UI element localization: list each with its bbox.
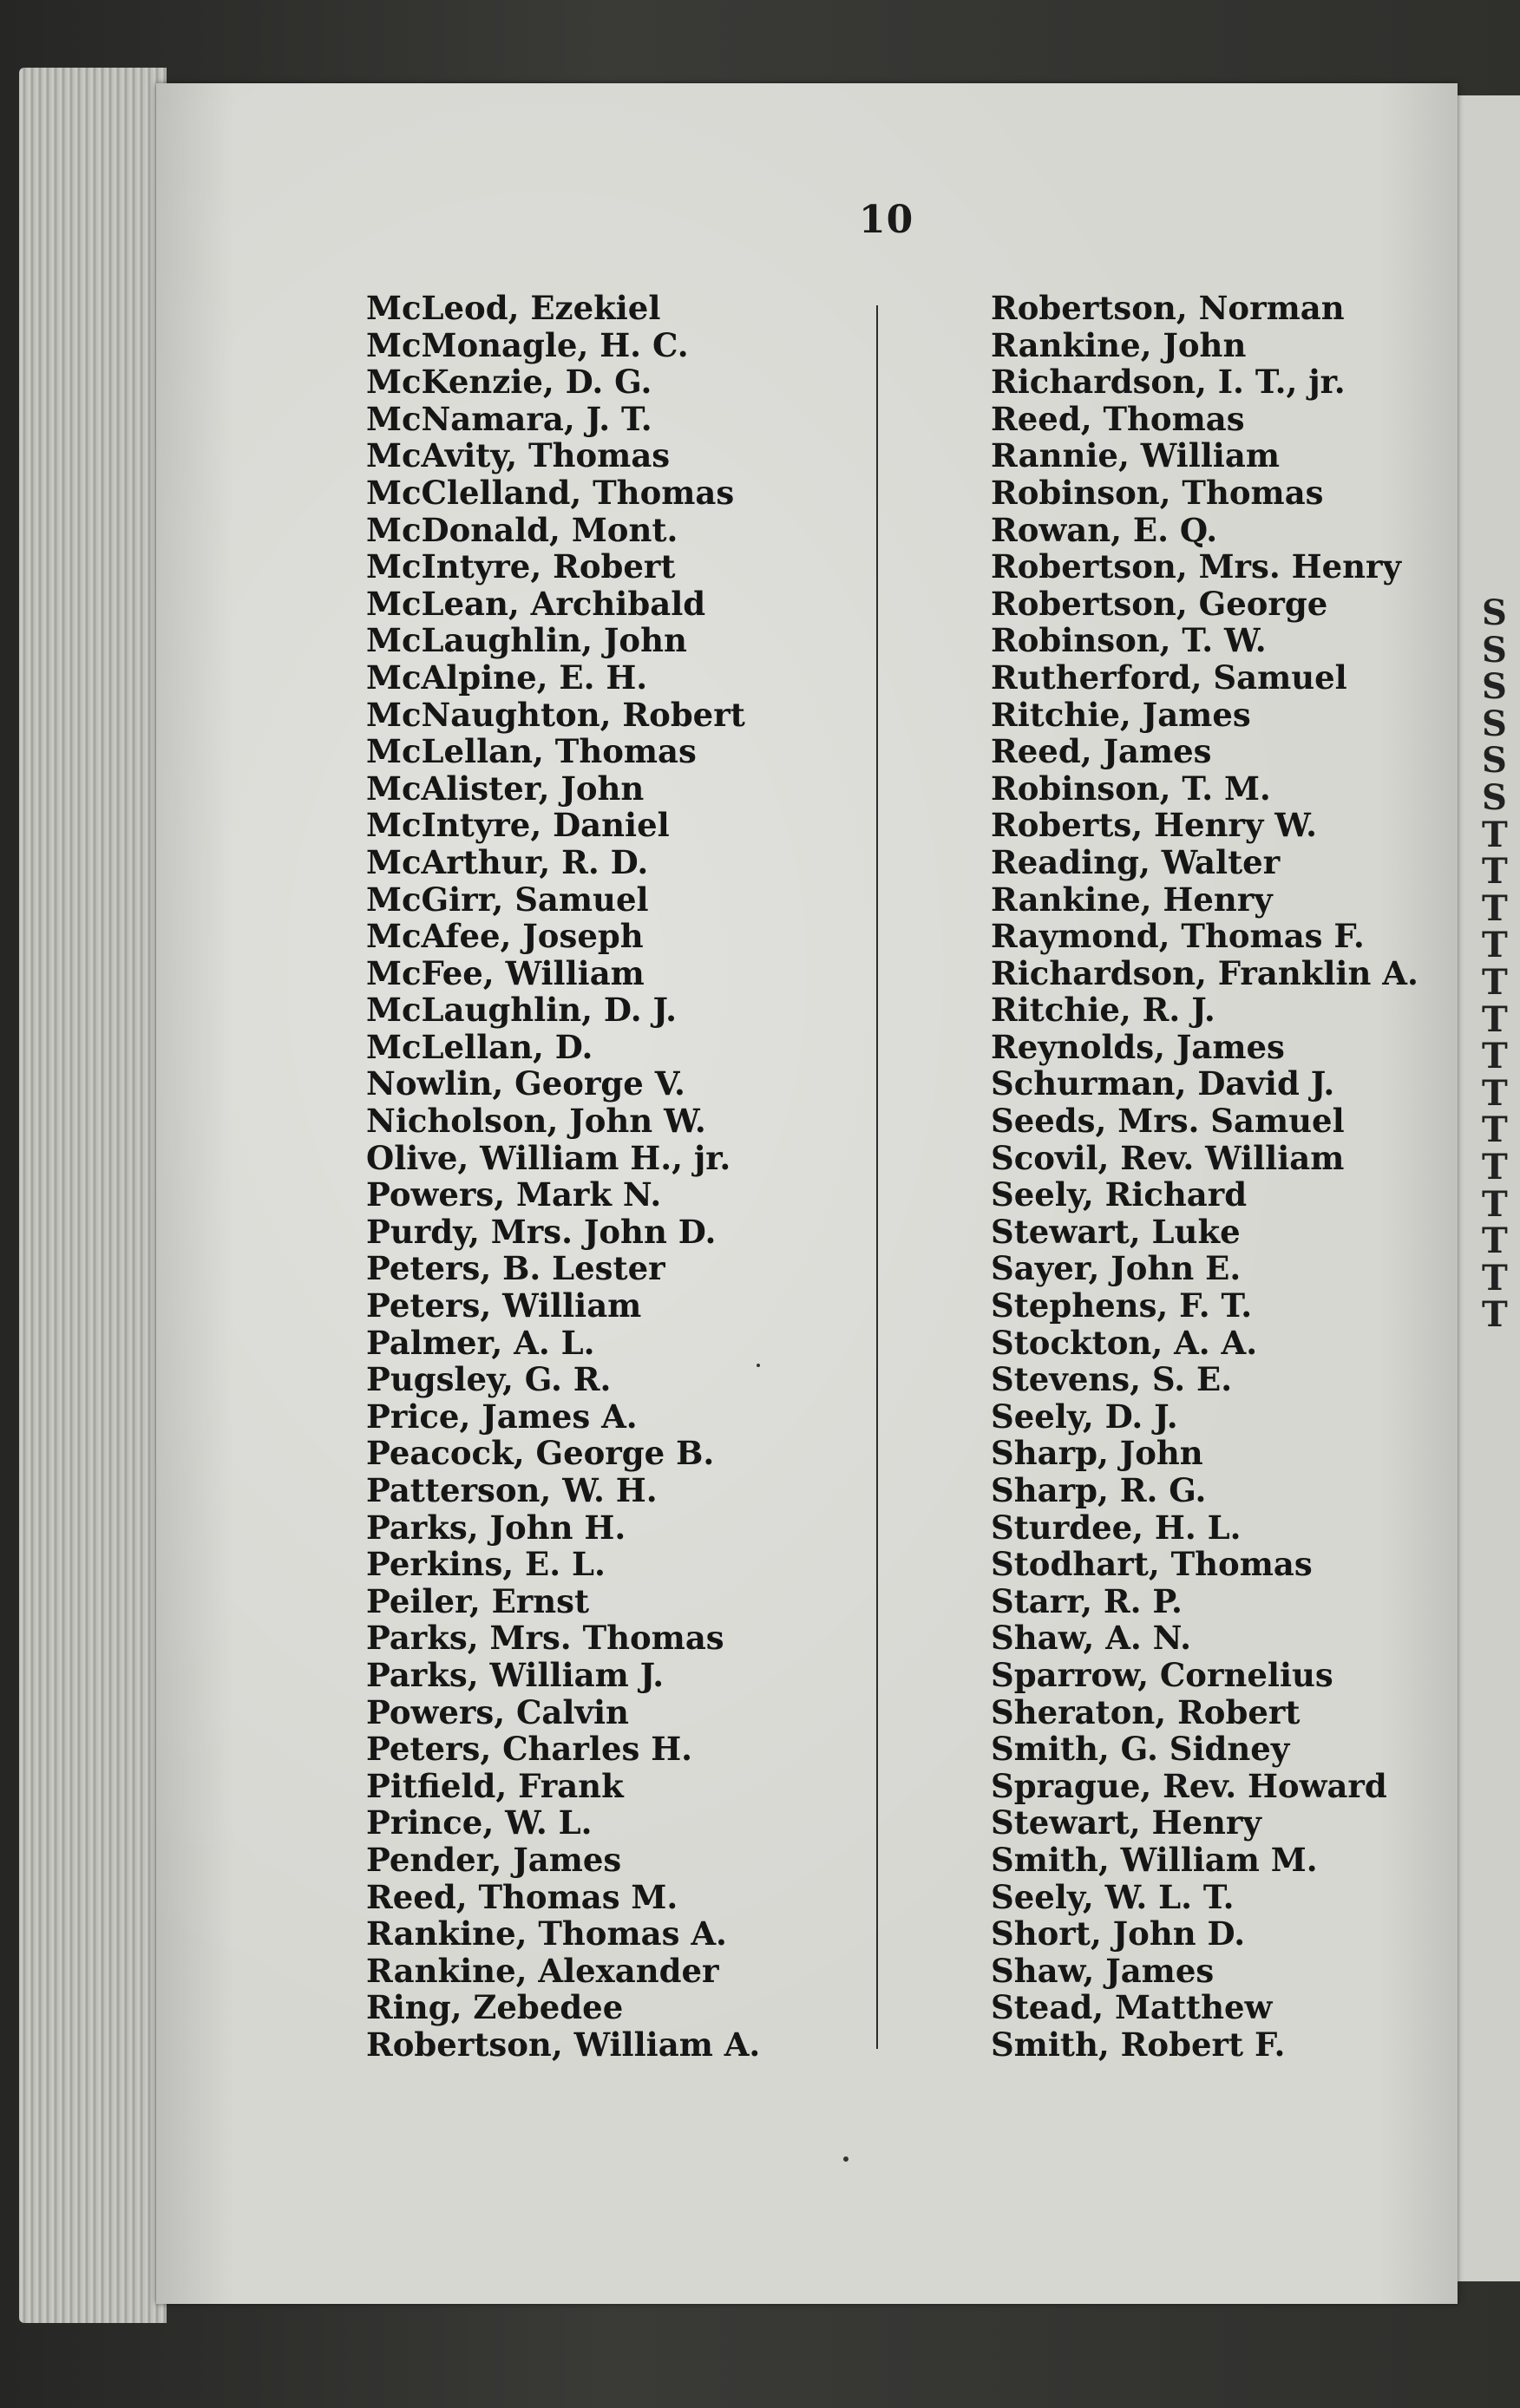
page-number: 10 bbox=[859, 198, 914, 242]
directory-entry: McLean, Archibald bbox=[366, 584, 706, 623]
directory-entry: Prince, W. L. bbox=[366, 1803, 593, 1842]
directory-entry: Robinson, T. M. bbox=[991, 769, 1271, 808]
directory-entry: Smith, G. Sidney bbox=[991, 1730, 1290, 1769]
ink-speck bbox=[843, 2156, 848, 2162]
directory-entry: Smith, Robert F. bbox=[991, 2025, 1286, 2064]
directory-entry: McLaughlin, John bbox=[366, 621, 687, 660]
directory-entry: McLellan, D. bbox=[366, 1027, 593, 1066]
directory-entry: Stewart, Henry bbox=[991, 1803, 1261, 1842]
next-page-letter: T bbox=[1482, 1183, 1508, 1225]
directory-entry: Stewart, Luke bbox=[991, 1212, 1241, 1251]
column-divider bbox=[876, 305, 878, 2049]
next-page-letter: T bbox=[1482, 1294, 1508, 1336]
directory-entry: Stockton, A. A. bbox=[991, 1323, 1258, 1362]
next-page-letter: T bbox=[1482, 998, 1508, 1040]
next-page-letter: S bbox=[1482, 740, 1507, 782]
directory-entry: McGirr, Samuel bbox=[366, 880, 649, 919]
directory-entry: Short, John D. bbox=[991, 1914, 1246, 1953]
directory-entry: Reading, Walter bbox=[991, 842, 1281, 881]
directory-entry: Stevens, S. E. bbox=[991, 1360, 1233, 1399]
directory-entry: Reed, Thomas M. bbox=[366, 1877, 678, 1916]
directory-entry: Sheraton, Robert bbox=[991, 1692, 1301, 1731]
directory-entry: McArthur, R. D. bbox=[366, 842, 649, 881]
directory-entry: McAvity, Thomas bbox=[366, 436, 671, 475]
directory-entry: Sprague, Rev. Howard bbox=[991, 1766, 1387, 1805]
directory-entry: McAfee, Joseph bbox=[366, 917, 644, 956]
directory-entry: Powers, Calvin bbox=[366, 1692, 629, 1731]
directory-entry: Palmer, A. L. bbox=[366, 1323, 595, 1362]
directory-entry: Robertson, George bbox=[991, 584, 1328, 623]
directory-entry: Powers, Mark N. bbox=[366, 1175, 662, 1214]
next-page-letter: T bbox=[1482, 1109, 1508, 1151]
next-page-letter: T bbox=[1482, 1257, 1508, 1299]
directory-entry: Starr, R. P. bbox=[991, 1581, 1183, 1620]
directory-entry: Price, James A. bbox=[366, 1397, 638, 1436]
directory-entry: Parks, Mrs. Thomas bbox=[366, 1619, 724, 1658]
next-page-letter: T bbox=[1482, 1072, 1508, 1114]
directory-entry: McClelland, Thomas bbox=[366, 473, 735, 512]
next-page-letter: T bbox=[1482, 1036, 1508, 1077]
directory-entry: Reynolds, James bbox=[991, 1027, 1285, 1066]
next-page-letter: T bbox=[1482, 1220, 1508, 1262]
directory-entry: Rankine, Alexander bbox=[366, 1951, 719, 1990]
directory-entry: Olive, William H., jr. bbox=[366, 1138, 731, 1177]
left-column-list bbox=[366, 290, 760, 2064]
next-page-letter: T bbox=[1482, 962, 1508, 1003]
directory-entry: Peters, B. Lester bbox=[366, 1249, 665, 1288]
next-page-letter: S bbox=[1482, 703, 1507, 744]
directory-entry: Nowlin, George V. bbox=[366, 1064, 685, 1103]
directory-entry: Stead, Matthew bbox=[991, 1988, 1273, 2027]
directory-entry: Rannie, William bbox=[991, 436, 1280, 475]
next-page-letter: T bbox=[1482, 887, 1508, 929]
directory-entry: Shaw, James bbox=[991, 1951, 1215, 1990]
directory-entry: Roberts, Henry W. bbox=[991, 806, 1317, 845]
directory-entry: McIntyre, Daniel bbox=[366, 806, 670, 845]
directory-entry: Reed, James bbox=[991, 732, 1212, 771]
directory-entry: Scovil, Rev. William bbox=[991, 1138, 1345, 1177]
directory-entry: Rankine, John bbox=[991, 325, 1247, 364]
directory-entry: McKenzie, D. G. bbox=[366, 363, 652, 402]
directory-entry: Stephens, F. T. bbox=[991, 1286, 1253, 1325]
directory-entry: Ring, Zebedee bbox=[366, 1988, 624, 2027]
directory-entry: Peiler, Ernst bbox=[366, 1581, 590, 1620]
directory-entry: Sayer, John E. bbox=[991, 1249, 1242, 1288]
directory-entry: Robertson, William A. bbox=[366, 2025, 761, 2064]
directory-entry: Richardson, I. T., jr. bbox=[991, 363, 1346, 402]
directory-entry: Ritchie, R. J. bbox=[991, 991, 1215, 1030]
directory-entry: Pender, James bbox=[366, 1840, 622, 1879]
directory-entry: Shaw, A. N. bbox=[991, 1619, 1191, 1658]
right-column-list bbox=[991, 290, 1418, 2064]
directory-entry: Robinson, Thomas bbox=[991, 473, 1324, 512]
directory-entry: Seeds, Mrs. Samuel bbox=[991, 1102, 1345, 1141]
directory-entry: Seely, Richard bbox=[991, 1175, 1248, 1214]
directory-entry: McAlpine, E. H. bbox=[366, 658, 648, 697]
next-page-letter: T bbox=[1482, 1147, 1508, 1188]
directory-entry: Sharp, John bbox=[991, 1434, 1203, 1473]
directory-entry: Ritchie, James bbox=[991, 695, 1251, 734]
next-page-letter: T bbox=[1482, 851, 1508, 893]
directory-entry: Seely, W. L. T. bbox=[991, 1877, 1235, 1916]
directory-entry: Reed, Thomas bbox=[991, 399, 1245, 438]
directory-entry: Pugsley, G. R. bbox=[366, 1360, 612, 1399]
directory-entry: Rutherford, Samuel bbox=[991, 658, 1347, 697]
directory-entry: McLellan, Thomas bbox=[366, 732, 697, 771]
directory-entry: Robertson, Norman bbox=[991, 289, 1345, 327]
next-page-letter: T bbox=[1482, 925, 1508, 966]
directory-entry: Robertson, Mrs. Henry bbox=[991, 547, 1402, 586]
directory-entry: Sturdee, H. L. bbox=[991, 1508, 1242, 1547]
directory-entry: McDonald, Mont. bbox=[366, 510, 678, 549]
directory-entry: Stodhart, Thomas bbox=[991, 1545, 1313, 1584]
directory-entry: Rankine, Henry bbox=[991, 880, 1273, 919]
directory-entry: Smith, William M. bbox=[991, 1840, 1318, 1879]
directory-entry: Schurman, David J. bbox=[991, 1064, 1335, 1103]
directory-entry: McIntyre, Robert bbox=[366, 547, 676, 586]
directory-entry: McNamara, J. T. bbox=[366, 399, 652, 438]
directory-entry: Parks, William J. bbox=[366, 1655, 665, 1694]
directory-entry: McNaughton, Robert bbox=[366, 695, 745, 734]
directory-entry: Rankine, Thomas A. bbox=[366, 1914, 727, 1953]
page-edges bbox=[19, 68, 167, 2323]
directory-entry: Richardson, Franklin A. bbox=[991, 953, 1418, 992]
directory-entry: Peters, William bbox=[366, 1286, 642, 1325]
ink-speck bbox=[757, 1364, 760, 1367]
directory-entry: Sparrow, Cornelius bbox=[991, 1655, 1333, 1694]
directory-entry: McFee, William bbox=[366, 953, 645, 992]
directory-entry: McLeod, Ezekiel bbox=[366, 289, 661, 327]
directory-entry: Rowan, E. Q. bbox=[991, 510, 1218, 549]
next-page-letter: S bbox=[1482, 629, 1507, 671]
directory-entry: Patterson, W. H. bbox=[366, 1471, 658, 1509]
directory-entry: Sharp, R. G. bbox=[991, 1471, 1207, 1509]
directory-entry: McMonagle, H. C. bbox=[366, 325, 689, 364]
next-page-letter: T bbox=[1482, 814, 1508, 855]
directory-entry: Raymond, Thomas F. bbox=[991, 917, 1365, 956]
directory-entry: Nicholson, John W. bbox=[366, 1102, 706, 1141]
directory-entry: McAlister, John bbox=[366, 769, 645, 808]
directory-entry: Parks, John H. bbox=[366, 1508, 626, 1547]
directory-entry: McLaughlin, D. J. bbox=[366, 991, 677, 1030]
directory-entry: Peacock, George B. bbox=[366, 1434, 715, 1473]
directory-entry: Perkins, E. L. bbox=[366, 1545, 606, 1584]
next-page-letter: S bbox=[1482, 592, 1507, 633]
next-page-edge bbox=[1447, 95, 1520, 2281]
directory-entry: Purdy, Mrs. John D. bbox=[366, 1212, 717, 1251]
directory-entry: Robinson, T. W. bbox=[991, 621, 1267, 660]
next-page-letter: S bbox=[1482, 666, 1507, 708]
directory-entry: Seely, D. J. bbox=[991, 1397, 1178, 1436]
directory-entry: Peters, Charles H. bbox=[366, 1730, 693, 1769]
next-page-letter: S bbox=[1482, 777, 1507, 818]
directory-entry: Pitfield, Frank bbox=[366, 1766, 624, 1805]
